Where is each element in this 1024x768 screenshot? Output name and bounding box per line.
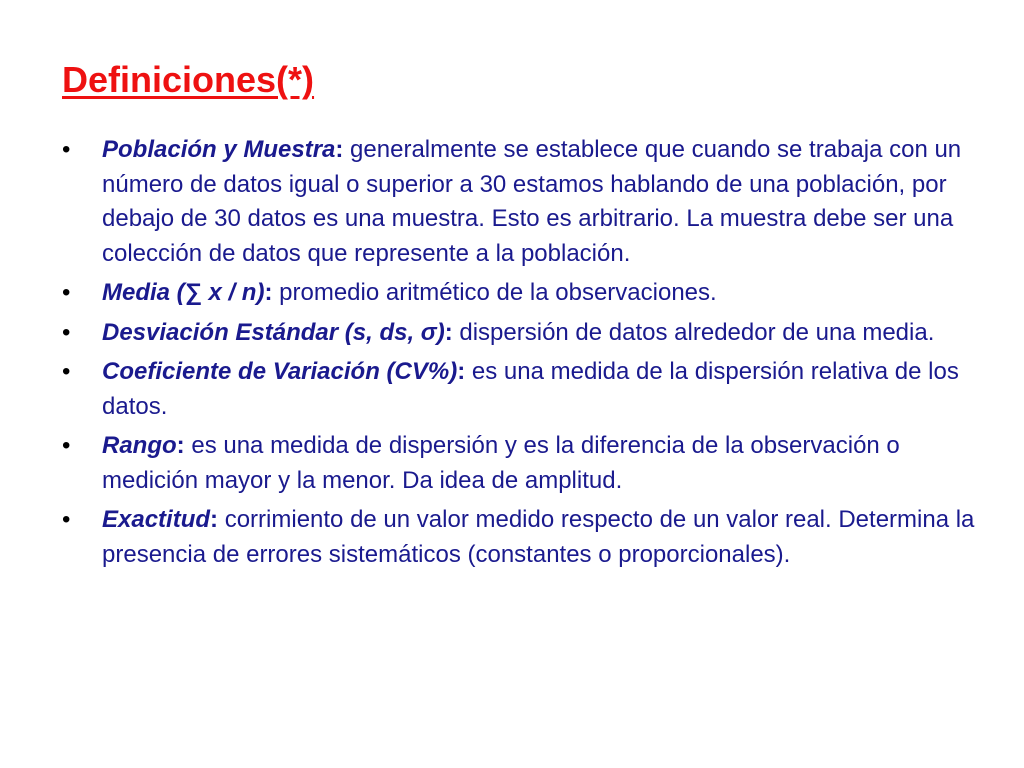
term-description: es una medida de dispersión y es la diferencia de la observación o medición mayor y la menor. Da idea de amplitud. [102,432,900,494]
term-label: Desviación Estándar (s, ds, σ) [102,318,445,346]
term-colon: : [210,506,219,533]
list-item-rango [62,429,982,498]
term-colon: : [457,358,466,385]
term-label: Media (∑ x / n) [102,279,265,306]
definitions-list [62,133,982,577]
bullet-icon: • [62,279,71,306]
term-colon: : [335,136,344,163]
bullet-icon: • [62,318,71,346]
term-colon: : [264,279,273,306]
term-colon: : [176,432,185,459]
list-item-media [62,276,982,311]
list-item-poblacion-muestra [62,133,982,271]
term-colon: : [444,318,453,346]
bullet-icon: • [62,136,71,163]
bullet-icon: • [62,506,71,533]
slide-title: Definiciones(*) [62,59,315,100]
bullet-icon: • [62,432,71,459]
term-label: Población y Muestra [102,136,336,163]
list-item-coeficiente-variacion [62,355,982,424]
term-description: promedio aritmético de la observaciones. [272,279,717,306]
term-label: Rango [102,432,177,459]
term-label: Coeficiente de Variación (CV%) [102,358,458,385]
term-description: dispersión de datos alrededor de una media. [452,318,935,346]
term-label: Exactitud [102,506,211,533]
term-description: corrimiento de un valor medido respecto de un valor real. Determina la presencia de errores sistemáticos (constantes o proporcionales). [102,506,975,568]
list-item-desviacion-estandar [62,316,982,351]
term-description: es una medida de la dispersión relativa de los datos. [102,358,959,420]
bullet-icon: • [62,358,71,385]
term-description: generalmente se establece que cuando se trabaja con un número de datos igual o superior a 30 estamos hablando de una población, por debajo de 30 datos es una muestra. Esto es arbitrario. La muestra debe ser una colección de datos que represente a la población. [102,136,962,267]
list-item-exactitud [62,503,982,572]
